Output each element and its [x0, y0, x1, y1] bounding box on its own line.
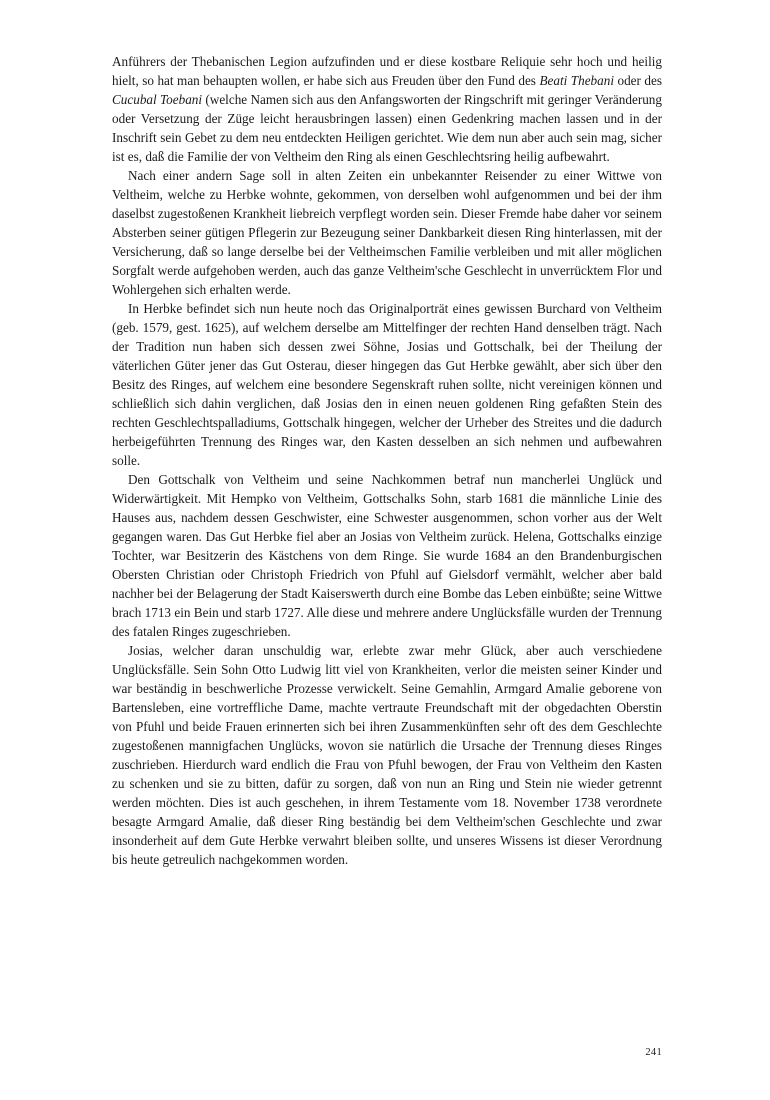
paragraph [112, 470, 662, 641]
paragraph [112, 299, 662, 470]
text-run: (welche Namen sich aus den Anfangsworten der Ringschrift mit geringer Veränderung oder Versetzung der Züge leicht herausbringen lassen) einen Gedenkring machen lassen und in der Inschrift sein Gebet zu dem neu entdeckten Heiligen gerichtet. Wie dem nun aber auch sein mag, sicher ist es, daß die Familie der von Veltheim den Ring als einen Geschlechtsring heilig aufbewahrt. [112, 92, 662, 164]
text-run: Nach einer andern Sage soll in alten Zeiten ein unbekannter Reisender zu einer Wittwe von Veltheim, welche zu Herbke wohnte, gekommen, von derselben wohl aufgenommen und bei der ihm daselbst zugestoßenen Krankheit liebreich verpflegt worden sein. Dieser Fremde habe daher vor seinem Absterben seiner gütigen Pflegerin zur Bezeugung seiner Dankbarkeit diesen Ring hinterlassen, mit der Versicherung, daß so lange derselbe bei der Veltheimschen Familie verbleiben und mit aller möglichen Sorgfalt werde aufgehoben werden, auch das ganze Veltheim'sche Geschlecht in unverrücktem Flor und Wohlergehen sich erhalten werde. [112, 168, 662, 297]
italic-term: Cucubal Toebani [112, 92, 203, 107]
body-text-column [112, 52, 662, 869]
text-run: Den Gottschalk von Veltheim und seine Nachkommen betraf nun mancherlei Unglück und Widerwärtigkeit. Mit Hempko von Veltheim, Gottschalks Sohn, starb 1681 die männliche Linie des Hauses aus, nachdem dessen Geschwister, eine Schwester ausgenommen, schon vorher aus der Welt gegangen waren. Das Gut Herbke fiel aber an Josias von Veltheim zurück. Helena, Gottschalks einzige Tochter, war Besitzerin des Kästchens von dem Ringe. Sie wurde 1684 an den Brandenburgischen Obersten Christian oder Christoph Friedrich von Pfuhl auf Gielsdorf vermählt, welcher aber bald nachher bei der Belagerung der Stadt Kaiserswerth durch eine Bombe das Leben einbüßte; seine Wittwe brach 1713 ein Bein und starb 1727. Alle diese und mehrere andere Unglücksfälle wurden der Trennung des fatalen Ringes zugeschrieben. [112, 472, 662, 639]
paragraph [112, 166, 662, 299]
text-run: Anführers der Thebanischen Legion aufzufinden und er diese kostbare Reliquie sehr hoch und heilig hielt, so hat man behaupten wollen, er habe sich aus Freuden über den Fund des [112, 54, 662, 88]
page-number: 241 [645, 1047, 662, 1058]
paragraph [112, 641, 662, 869]
italic-term: Beati Thebani [539, 73, 614, 88]
paragraph [112, 52, 662, 166]
text-run: In Herbke befindet sich nun heute noch das Originalporträt eines gewissen Burchard von Veltheim (geb. 1579, gest. 1625), auf welchem derselbe am Mittelfinger der rechten Hand denselben trägt. Nach der Tradition nun haben sich dessen zwei Söhne, Josias und Gottschalk, bei der Theilung der väterlichen Güter jener das Gut Osterau, dieser hingegen das Gut Herbke gewählt, aber sich über den Besitz des Ringes, auf welchem eine besondere Segenskraft ruhen sollte, nicht vereinigen können und schließlich sich dahin verglichen, daß Josias den in einen neuen goldenen Ring gefaßten Stein des rechten Geschlechtspalladiums, Gottschalk hingegen, welcher der Urheber des Streites und die dadurch herbeigeführten Trennung des Ringes war, den Kasten desselben an sich nehmen und aufbewahren solle. [112, 301, 662, 468]
text-run: oder des [614, 73, 663, 88]
text-run: Josias, welcher daran unschuldig war, erlebte zwar mehr Glück, aber auch verschiedene Unglücksfälle. Sein Sohn Otto Ludwig litt viel von Krankheiten, verlor die meisten seiner Kinder und war beständig in beschwerliche Prozesse verwickelt. Seine Gemahlin, Armgard Amalie geborene von Bartensleben, eine vortreffliche Dame, machte vertraute Freundschaft mit der obgedachten Oberstin von Pfuhl und beide Frauen erinnerten sich bei ihren Zusammenkünften sehr oft des dem Geschlechte zugestoßenen mannigfachen Unglücks, wovon sie natürlich die Ursache der Trennung dieses Ringes zuschrieben. Hierdurch ward endlich die Frau von Pfuhl bewogen, der Frau von Veltheim den Kasten zu schenken und sie zu bitten, dafür zu sorgen, daß von nun an Ring und Stein nie wieder getrennt werden möchten. Dies ist auch geschehen, in ihrem Testamente vom 18. November 1738 verordnete besagte Armgard Amalie, daß dieser Ring beständig bei dem Veltheim'schen Geschlechte und zwar insonderheit auf dem Gute Herbke verwahrt bleiben sollte, und unseres Wissens ist dieser Verordnung bis heute getreulich nachgekommen worden. [112, 643, 662, 867]
